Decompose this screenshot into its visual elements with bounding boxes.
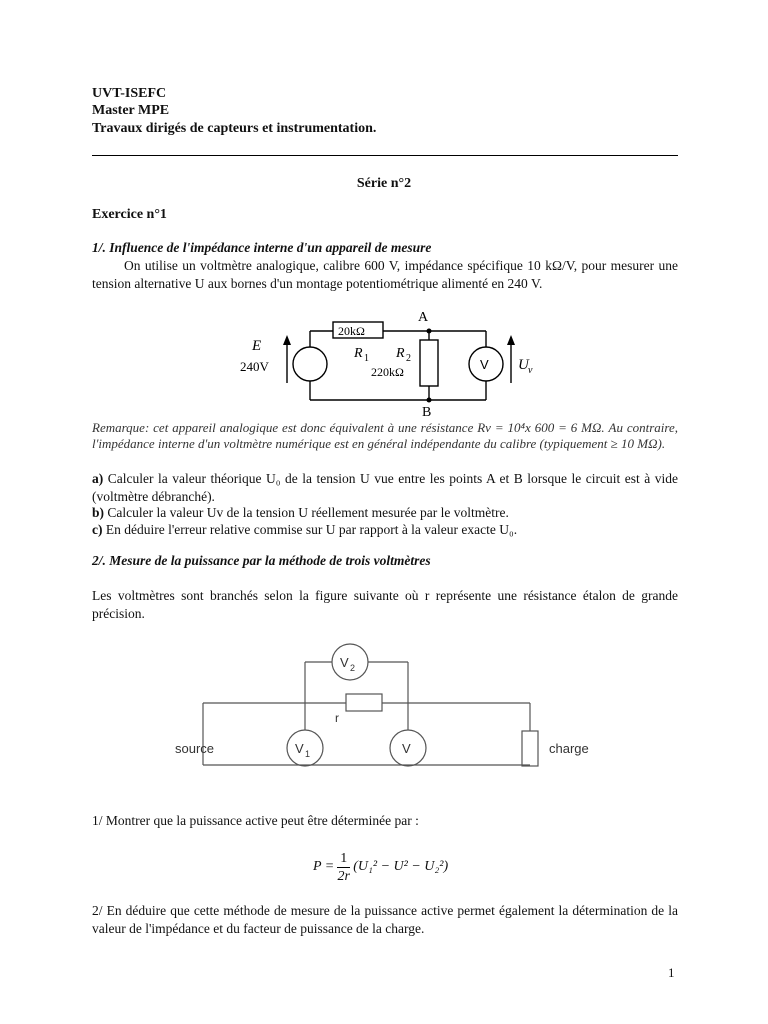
part2-question-1: 1/ Montrer que la puissance active peut être déterminée par : bbox=[92, 813, 419, 828]
three-voltmeter-circuit bbox=[165, 640, 605, 790]
charge-label: charge bbox=[549, 741, 589, 756]
part1-title: 1/. Influence de l'impédance interne d'un appareil de mesure bbox=[92, 240, 432, 255]
formula-denominator: 2r bbox=[337, 868, 350, 884]
r-label: r bbox=[335, 711, 339, 725]
part2-intro: Les voltmètres sont branchés selon la figure suivante où r représente une résistance étalon de grande précision. bbox=[92, 588, 678, 621]
r2-label: R bbox=[396, 346, 405, 361]
source-e-label: E bbox=[252, 338, 262, 354]
header-divider bbox=[92, 155, 678, 156]
r2-sub: 2 bbox=[406, 353, 411, 364]
question-a bbox=[92, 470, 678, 506]
formula-numerator: 1 bbox=[337, 850, 350, 868]
voltage-source-icon bbox=[293, 347, 327, 381]
uv-sub: v bbox=[528, 365, 533, 376]
v2-label: V bbox=[340, 655, 349, 670]
question-b-text: Calculer la valeur Uv de la tension U réellement mesurée par le voltmètre. bbox=[107, 505, 509, 520]
r1-value: 20kΩ bbox=[338, 324, 365, 338]
part1-intro: On utilise un voltmètre analogique, calibre 600 V, impédance spécifique 10 kΩ/V, pour mesurer une tension alternative U aux bornes d'un montage potentiométrique alimenté en 240 V. bbox=[92, 258, 678, 291]
r1-sub: 1 bbox=[364, 353, 369, 364]
voltmeter-v1-icon bbox=[287, 730, 323, 766]
v1-sub: 1 bbox=[305, 749, 311, 759]
exercise-title: Exercice n°1 bbox=[92, 207, 167, 222]
load-charge-icon bbox=[522, 731, 538, 766]
source-voltage-label: 240V bbox=[240, 359, 269, 374]
header-program: Master MPE bbox=[92, 103, 170, 118]
voltmeter-v2-icon bbox=[332, 644, 368, 680]
node-b-label: B bbox=[422, 405, 432, 420]
node-a-label: A bbox=[418, 310, 429, 325]
header-institution: UVT-ISEFC bbox=[92, 86, 167, 101]
part1-remark: Remarque: cet appareil analogique est donc équivalent à une résistance Rv = 10⁴x 600 = 6 MΩ. Au contraire, l'impédance interne d'un voltmètre numérique est en général indépendante du calibre (typiquement ≥ 10 MΩ). bbox=[92, 420, 678, 451]
question-c-label: c) bbox=[92, 522, 103, 537]
v2-sub: 2 bbox=[350, 663, 356, 673]
v-label: V bbox=[402, 741, 411, 756]
serie-title: Série n°2 bbox=[356, 176, 412, 191]
part2-title: 2/. Mesure de la puissance par la méthode de trois voltmètres bbox=[92, 553, 431, 568]
question-b-label: b) bbox=[92, 505, 105, 520]
node-a-dot bbox=[427, 329, 432, 334]
source-label: source bbox=[175, 741, 215, 756]
resistor-r2-icon bbox=[420, 340, 438, 386]
question-c-text: En déduire l'erreur relative commise sur U par rapport à la valeur exacte U₀. bbox=[105, 522, 518, 537]
voltmeter-label: V bbox=[480, 357, 489, 372]
header-course: Travaux dirigés de capteurs et instrumentation. bbox=[92, 121, 377, 136]
formula-fraction bbox=[337, 850, 350, 885]
power-formula bbox=[313, 847, 448, 887]
question-c bbox=[92, 521, 678, 539]
r2-value: 220kΩ bbox=[371, 365, 404, 379]
question-a-label: a) bbox=[92, 471, 104, 486]
v1-label: V bbox=[295, 741, 304, 756]
resistor-r-icon bbox=[346, 694, 382, 711]
page-number: 1 bbox=[668, 965, 675, 980]
question-a-text: Calculer la valeur théorique U₀ de la tension U vue entre les points A et B lorsque le circuit est à vide (voltmètre débranché). bbox=[92, 471, 679, 504]
node-b-dot bbox=[427, 398, 432, 403]
part2-question-2: 2/ En déduire que cette méthode de mesure de la puissance active permet également la détermination de la valeur de l'impédance et du facteur de puissance de la charge. bbox=[92, 903, 678, 936]
uv-label: U bbox=[518, 357, 529, 373]
r1-label: R bbox=[354, 346, 363, 361]
formula-rhs: (U₁² − U² − U₂²) bbox=[353, 859, 449, 874]
potentiometer-circuit bbox=[230, 305, 560, 420]
question-b bbox=[92, 504, 678, 522]
formula-lhs: P = bbox=[313, 859, 335, 874]
